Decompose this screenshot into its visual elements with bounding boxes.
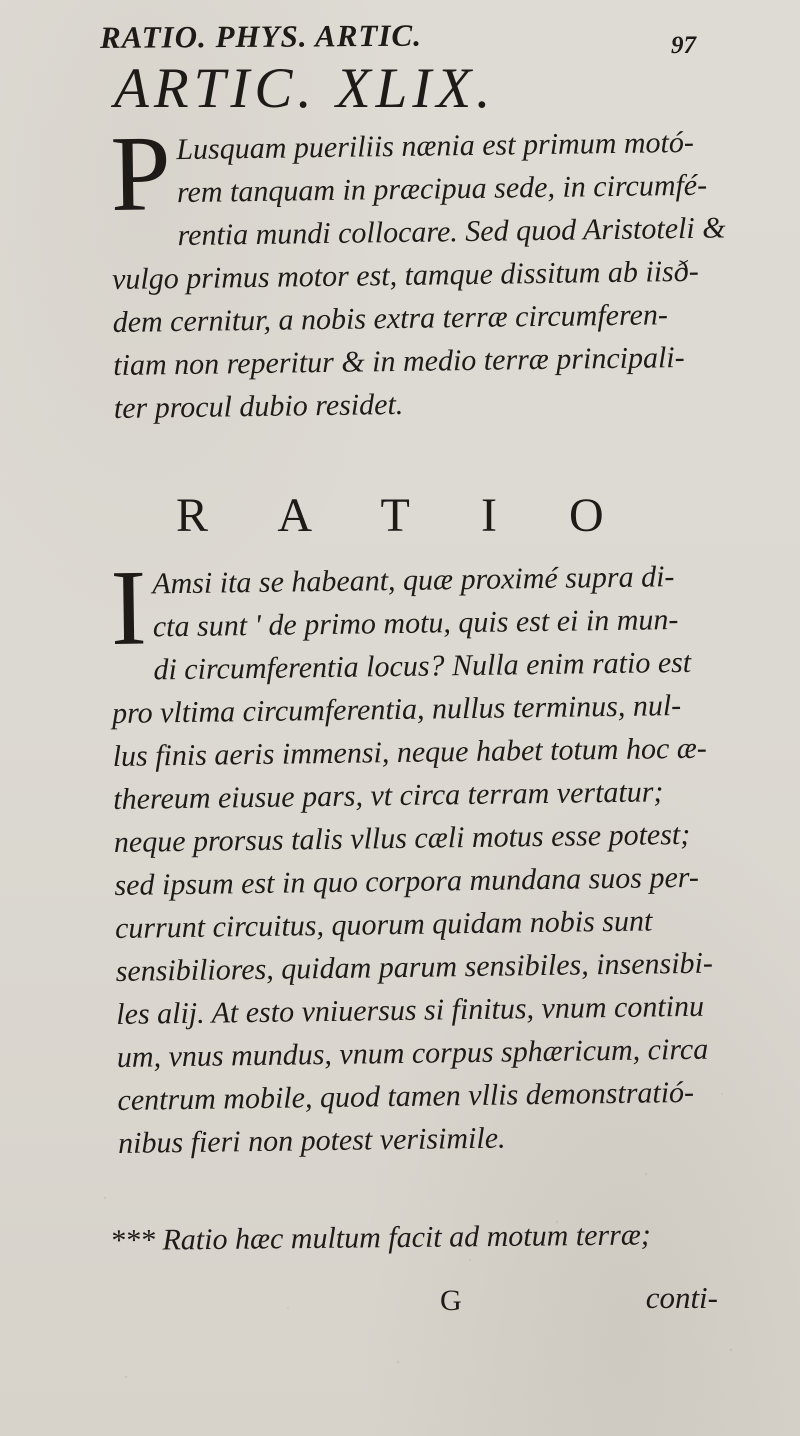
drop-cap-i: I <box>109 548 148 668</box>
running-head: RATIO. PHYS. ARTIC. <box>99 17 422 55</box>
text-line: les alij. At esto vniuersus si finitus, vnum continu <box>116 989 705 1031</box>
text-line: currunt circuitus, quorum quidam nobis sunt <box>114 904 653 945</box>
text-line: tiam non reperitur & in medio terræ principali- <box>113 341 685 382</box>
text-line: um, vnus mundus, vnum corpus sphæricum, circa <box>116 1032 709 1074</box>
signature-mark: G <box>440 1284 462 1317</box>
text-line: nibus fieri non potest verisimile. <box>117 1121 506 1160</box>
text-line: neque prorsus talis vllus cæli motus esse potest; <box>113 817 691 859</box>
section-title: ARTIC. XLIX. <box>114 57 496 120</box>
ratio-paragraph <box>109 548 714 1165</box>
page-number: 97 <box>671 32 696 59</box>
catchword: conti- <box>645 1280 718 1315</box>
text-line: sed ipsum est in quo corpora mundana suos per- <box>114 860 700 902</box>
text-line: dem cernitur, a nobis extra terræ circumferen- <box>112 298 669 339</box>
text-line: sensibiliores, quidam parum sensibiles, insensibi- <box>115 946 714 988</box>
text-line: Amsi ita se habeant, quæ proximé supra di- <box>152 560 675 601</box>
article-paragraph <box>109 114 726 430</box>
text-line: di circumferentia locus? Nulla enim ratio est <box>153 645 692 687</box>
text-line: rentia mundi collocare. Sed quod Aristoteli & <box>177 211 726 253</box>
text-line: cta sunt ' de primo motu, quis est ei in mun- <box>152 603 679 644</box>
text-line: vulgo primus motor est, tamque dissitum ab iisð- <box>111 254 699 296</box>
text-line: Lusquam pueriliis nænia est primum motó- <box>176 125 695 167</box>
text-line: centrum mobile, quod tamen vllis demonstratió- <box>117 1075 695 1117</box>
drop-cap-p: P <box>109 114 172 234</box>
text-line: thereum eiusue pars, vt circa terram vertatur; <box>113 775 664 816</box>
text-line: pro vltima circumferentia, nullus terminus, nul- <box>111 689 682 730</box>
text-line: lus finis aeris immensi, neque habet totum hoc æ- <box>112 731 707 773</box>
footer-note: *** Ratio hæc multum facit ad motum terræ; <box>109 1218 651 1258</box>
text-line: ter procul dubio residet. <box>113 387 404 425</box>
text-line: rem tanquam in præcipua sede, in circumfé- <box>176 168 708 210</box>
ratio-heading: R A T I O <box>176 489 634 542</box>
